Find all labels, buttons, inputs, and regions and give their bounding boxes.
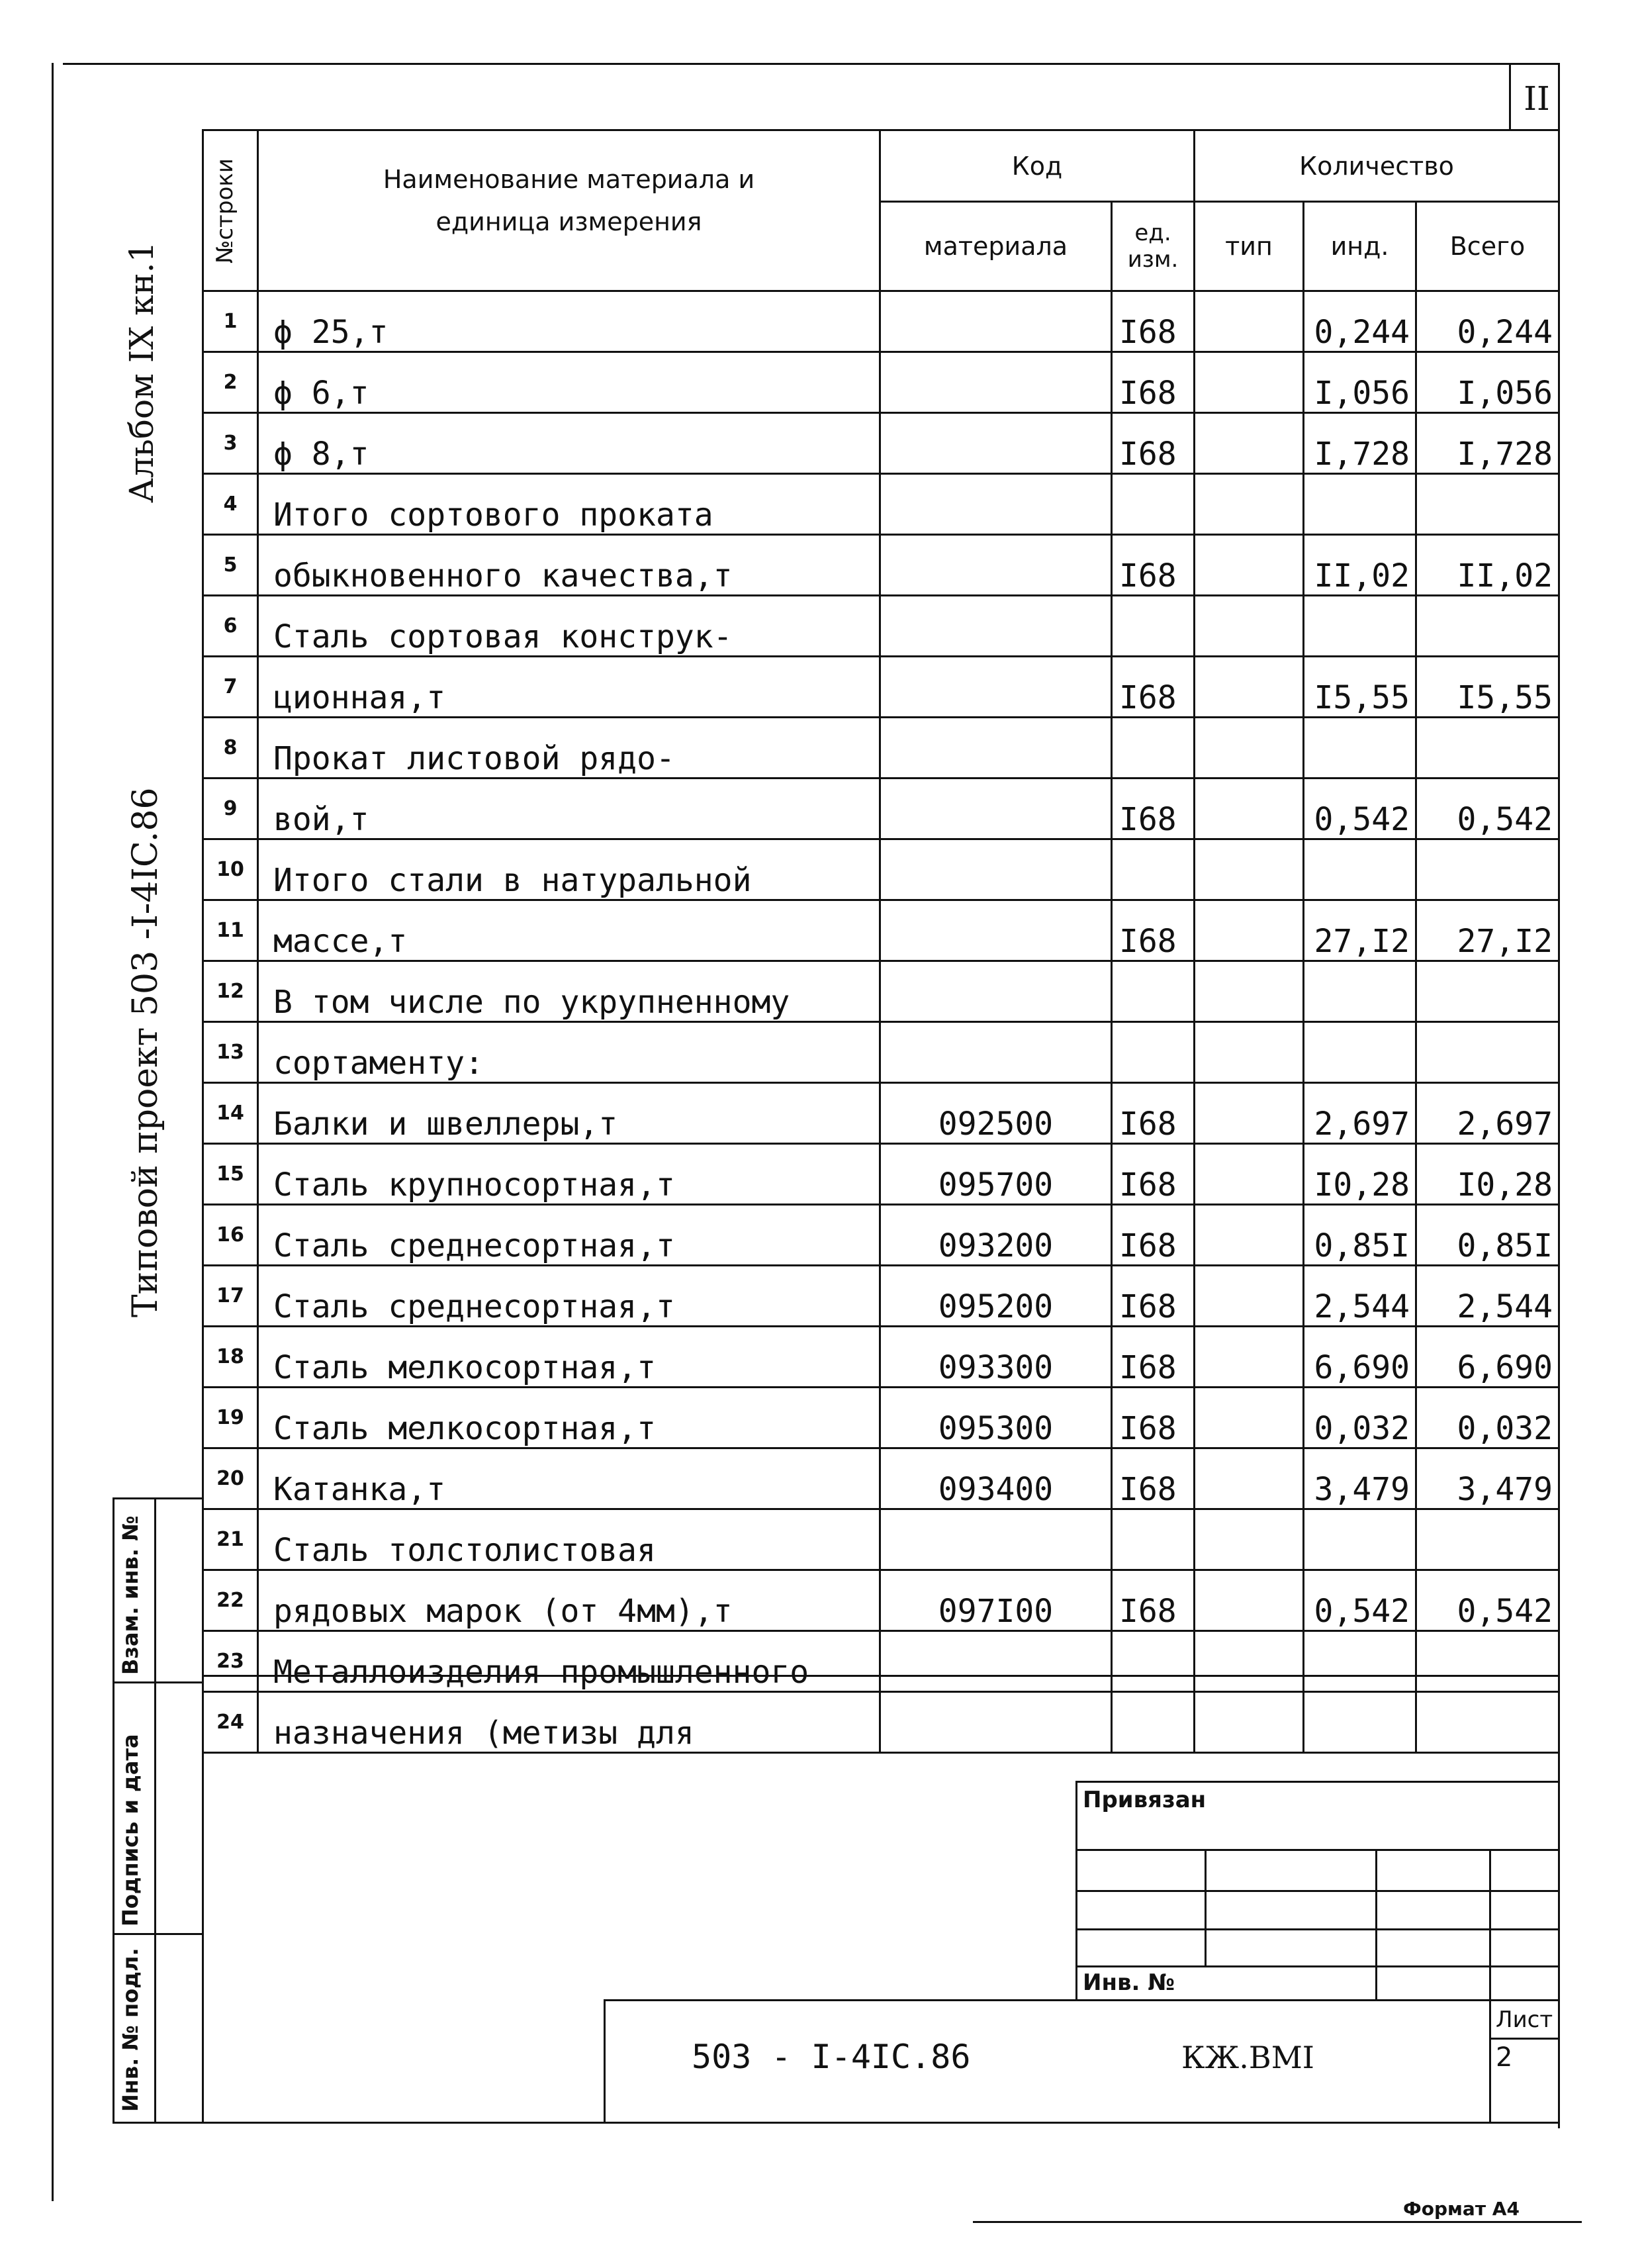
material-name: ϕ 6,т: [258, 352, 880, 413]
unit-code: I68: [1112, 291, 1195, 352]
row-number: 24: [203, 1692, 258, 1753]
row-number: 11: [203, 900, 258, 961]
qty-ind: 2,697: [1304, 1083, 1416, 1144]
row-number: 19: [203, 1388, 258, 1448]
material-code: [880, 413, 1112, 474]
qty-tip: [1195, 291, 1304, 352]
material-name: Сталь крупносортная,т: [258, 1144, 880, 1205]
table-row: [203, 291, 1559, 352]
table-row: [203, 1509, 1559, 1570]
qty-ind: 3,479: [1304, 1448, 1416, 1509]
qty-total: [1416, 596, 1559, 657]
header-unit: ед. изм.: [1112, 202, 1195, 291]
material-code: [880, 474, 1112, 535]
table-row: [203, 474, 1559, 535]
row-number: 16: [203, 1205, 258, 1266]
material-code: [880, 961, 1112, 1022]
material-code: [880, 900, 1112, 961]
unit-code: [1112, 1022, 1195, 1083]
table-row: [203, 1022, 1559, 1083]
header-material: материала: [880, 202, 1112, 291]
qty-tip: [1195, 657, 1304, 718]
list-box-mid: [1489, 2038, 1560, 2040]
inv-podl-label: Инв. № подл.: [118, 1948, 143, 2112]
qty-total: [1416, 1022, 1559, 1083]
unit-code: [1112, 596, 1195, 657]
qty-ind: 0,032: [1304, 1388, 1416, 1448]
unit-code: I68: [1112, 779, 1195, 839]
row-number: 1: [203, 291, 258, 352]
qty-ind: [1304, 1631, 1416, 1692]
unit-code: [1112, 1509, 1195, 1570]
table-row: [203, 1388, 1559, 1448]
row-number: 4: [203, 474, 258, 535]
material-name: ционная,т: [258, 657, 880, 718]
material-name: Сталь среднесортная,т: [258, 1205, 880, 1266]
qty-total: I5,55: [1416, 657, 1559, 718]
qty-total: 0,542: [1416, 779, 1559, 839]
format-label: Формат А4: [1403, 2198, 1520, 2220]
material-code: [880, 718, 1112, 779]
row-number: 12: [203, 961, 258, 1022]
frame-left-line: [52, 63, 54, 2201]
stamp-col-mid: [154, 1497, 156, 2122]
qty-total: I,728: [1416, 413, 1559, 474]
qty-ind: [1304, 596, 1416, 657]
privyazan-line-3: [1077, 1928, 1560, 1930]
unit-code: [1112, 1692, 1195, 1753]
header-row-no: [203, 130, 258, 291]
table-row: [203, 352, 1559, 413]
header-ind: инд.: [1304, 202, 1416, 291]
qty-tip: [1195, 535, 1304, 596]
qty-total: I0,28: [1416, 1144, 1559, 1205]
row-number: 8: [203, 718, 258, 779]
row-number: 6: [203, 596, 258, 657]
material-name: Металлоизделия промышленного: [258, 1631, 880, 1692]
material-code: 095300: [880, 1388, 1112, 1448]
qty-total: 2,697: [1416, 1083, 1559, 1144]
qty-ind: 6,690: [1304, 1327, 1416, 1388]
qty-ind: [1304, 1692, 1416, 1753]
qty-ind: I,728: [1304, 413, 1416, 474]
material-name: Итого сортового проката: [258, 474, 880, 535]
row-number: 3: [203, 413, 258, 474]
unit-code: I68: [1112, 1266, 1195, 1327]
material-name: В том числе по укрупненному: [258, 961, 880, 1022]
material-code: [880, 1509, 1112, 1570]
material-name: вой,т: [258, 779, 880, 839]
qty-total: [1416, 1509, 1559, 1570]
qty-tip: [1195, 413, 1304, 474]
qty-ind: I5,55: [1304, 657, 1416, 718]
qty-total: 27,I2: [1416, 900, 1559, 961]
material-code: 093400: [880, 1448, 1112, 1509]
qty-total: [1416, 1631, 1559, 1692]
header-kolichestvo: Количество: [1195, 130, 1559, 202]
material-name: Итого стали в натуральной: [258, 839, 880, 900]
material-name: Сталь мелкосортная,т: [258, 1388, 880, 1448]
table-row: [203, 1570, 1559, 1631]
qty-total: [1416, 718, 1559, 779]
qty-ind: I,056: [1304, 352, 1416, 413]
corner-box-left: [1509, 63, 1511, 129]
table-row: [203, 1327, 1559, 1388]
qty-tip: [1195, 1327, 1304, 1388]
table-row: [203, 1144, 1559, 1205]
table-row: [203, 839, 1559, 900]
qty-total: II,02: [1416, 535, 1559, 596]
doc-mark: КЖ.ВМI: [1181, 2040, 1314, 2075]
privyazan-line-4: [1077, 1965, 1560, 1967]
material-name: Прокат листовой рядо-: [258, 718, 880, 779]
table-row: [203, 961, 1559, 1022]
qty-tip: [1195, 900, 1304, 961]
qty-total: 0,244: [1416, 291, 1559, 352]
material-name: рядовых марок (от 4мм),т: [258, 1570, 880, 1631]
qty-tip: [1195, 1388, 1304, 1448]
material-name: Катанка,т: [258, 1448, 880, 1509]
header-row-no-text: №строки: [212, 158, 238, 263]
qty-ind: 0,244: [1304, 291, 1416, 352]
qty-tip: [1195, 352, 1304, 413]
material-code: 092500: [880, 1083, 1112, 1144]
header-kod: Код: [880, 130, 1195, 202]
format-underline: [973, 2221, 1582, 2223]
qty-total: 0,032: [1416, 1388, 1559, 1448]
qty-ind: [1304, 1509, 1416, 1570]
table-row: [203, 657, 1559, 718]
qty-ind: [1304, 839, 1416, 900]
sheet-corner-number: II: [1524, 79, 1550, 118]
material-name: обыкновенного качества,т: [258, 535, 880, 596]
stamp-div-1: [113, 1681, 202, 1683]
table-row: [203, 900, 1559, 961]
table-row: [203, 535, 1559, 596]
stamp-top: [113, 1497, 202, 1499]
qty-ind: 2,544: [1304, 1266, 1416, 1327]
unit-code: [1112, 474, 1195, 535]
unit-code: I68: [1112, 657, 1195, 718]
unit-code: I68: [1112, 1570, 1195, 1631]
qty-tip: [1195, 596, 1304, 657]
list-label: Лист: [1496, 2007, 1553, 2033]
material-name: массе,т: [258, 900, 880, 961]
qty-tip: [1195, 1631, 1304, 1692]
qty-tip: [1195, 1083, 1304, 1144]
row-number: 13: [203, 1022, 258, 1083]
album-label: Альбом IX кн.1: [122, 241, 161, 503]
qty-total: [1416, 1692, 1559, 1753]
material-code: [880, 657, 1112, 718]
qty-ind: 0,542: [1304, 779, 1416, 839]
row-number: 5: [203, 535, 258, 596]
unit-code: [1112, 961, 1195, 1022]
qty-total: 0,85I: [1416, 1205, 1559, 1266]
privyazan-line-2: [1077, 1890, 1560, 1892]
material-name: назначения (метизы для: [258, 1692, 880, 1753]
unit-code: I68: [1112, 1448, 1195, 1509]
table-row: [203, 1448, 1559, 1509]
inv-no-label: Инв. №: [1083, 1969, 1175, 1996]
qty-tip: [1195, 1692, 1304, 1753]
material-code: [880, 352, 1112, 413]
material-name: Сталь мелкосортная,т: [258, 1327, 880, 1388]
unit-code: I68: [1112, 1205, 1195, 1266]
privyazan-line-1: [1077, 1849, 1560, 1851]
unit-code: I68: [1112, 1388, 1195, 1448]
materials-table: [202, 129, 1560, 1754]
material-code: [880, 1022, 1112, 1083]
qty-ind: [1304, 961, 1416, 1022]
material-code: 095700: [880, 1144, 1112, 1205]
qty-tip: [1195, 718, 1304, 779]
row-number: 17: [203, 1266, 258, 1327]
unit-code: I68: [1112, 352, 1195, 413]
qty-tip: [1195, 474, 1304, 535]
material-name: сортаменту:: [258, 1022, 880, 1083]
table-bottom-line: [202, 1675, 1558, 1677]
material-name: Балки и швеллеры,т: [258, 1083, 880, 1144]
table-row: [203, 596, 1559, 657]
qty-total: 0,542: [1416, 1570, 1559, 1631]
row-number: 7: [203, 657, 258, 718]
row-number: 10: [203, 839, 258, 900]
list-box-left: [1489, 2001, 1491, 2124]
list-number: 2: [1496, 2042, 1513, 2073]
material-code: 093300: [880, 1327, 1112, 1388]
table-row: [203, 1083, 1559, 1144]
header-vsego: Всего: [1416, 202, 1559, 291]
doc-code: 503 - I-4IC.86: [692, 2038, 971, 2076]
frame-top-line: [63, 63, 1560, 65]
row-number: 23: [203, 1631, 258, 1692]
row-number: 15: [203, 1144, 258, 1205]
title-block: [604, 1999, 1558, 2122]
qty-ind: 27,I2: [1304, 900, 1416, 961]
material-name: ϕ 8,т: [258, 413, 880, 474]
material-code: 097I00: [880, 1570, 1112, 1631]
material-code: [880, 596, 1112, 657]
privyazan-vline-3: [1489, 1849, 1491, 2001]
unit-code: I68: [1112, 900, 1195, 961]
qty-total: [1416, 839, 1559, 900]
unit-code: I68: [1112, 413, 1195, 474]
material-code: [880, 779, 1112, 839]
header-name: Наименование материала и единица измерения: [258, 130, 880, 291]
unit-code: [1112, 839, 1195, 900]
material-name: ϕ 25,т: [258, 291, 880, 352]
table-row: [203, 1692, 1559, 1753]
unit-code: I68: [1112, 1327, 1195, 1388]
frame-bottom-line: [113, 2122, 1560, 2124]
table-row: [203, 1631, 1559, 1692]
qty-tip: [1195, 779, 1304, 839]
stamp-div-2: [113, 1933, 202, 1935]
table-row: [203, 779, 1559, 839]
row-number: 18: [203, 1327, 258, 1388]
table-row: [203, 718, 1559, 779]
material-name: Сталь среднесортная,т: [258, 1266, 880, 1327]
qty-ind: 0,85I: [1304, 1205, 1416, 1266]
table-row: [203, 1205, 1559, 1266]
row-number: 14: [203, 1083, 258, 1144]
qty-tip: [1195, 1509, 1304, 1570]
qty-tip: [1195, 1448, 1304, 1509]
table-row: [203, 413, 1559, 474]
material-code: [880, 291, 1112, 352]
qty-total: 2,544: [1416, 1266, 1559, 1327]
material-code: [880, 535, 1112, 596]
material-name: Сталь сортовая конструк-: [258, 596, 880, 657]
qty-tip: [1195, 1022, 1304, 1083]
qty-ind: [1304, 474, 1416, 535]
qty-ind: II,02: [1304, 535, 1416, 596]
row-number: 22: [203, 1570, 258, 1631]
row-number: 2: [203, 352, 258, 413]
qty-tip: [1195, 1144, 1304, 1205]
podpis-data-label: Подпись и дата: [118, 1734, 143, 1926]
qty-total: I,056: [1416, 352, 1559, 413]
row-number: 20: [203, 1448, 258, 1509]
unit-code: I68: [1112, 1144, 1195, 1205]
unit-code: [1112, 1631, 1195, 1692]
unit-code: I68: [1112, 1083, 1195, 1144]
material-code: [880, 1631, 1112, 1692]
material-code: [880, 1692, 1112, 1753]
unit-code: I68: [1112, 535, 1195, 596]
qty-tip: [1195, 961, 1304, 1022]
qty-tip: [1195, 1570, 1304, 1631]
qty-ind: [1304, 1022, 1416, 1083]
qty-total: 3,479: [1416, 1448, 1559, 1509]
material-name: Сталь толстолистовая: [258, 1509, 880, 1570]
material-code: [880, 839, 1112, 900]
qty-total: 6,690: [1416, 1327, 1559, 1388]
unit-code: [1112, 718, 1195, 779]
row-number: 21: [203, 1509, 258, 1570]
qty-total: [1416, 474, 1559, 535]
privyazan-label: Привязан: [1083, 1787, 1207, 1813]
project-label: Типовой проект 503 -I-4IC.86: [126, 787, 165, 1317]
material-code: 095200: [880, 1266, 1112, 1327]
qty-total: [1416, 961, 1559, 1022]
qty-tip: [1195, 1266, 1304, 1327]
table-row: [203, 1266, 1559, 1327]
material-code: 093200: [880, 1205, 1112, 1266]
stamp-col-left: [113, 1497, 114, 2122]
row-number: 9: [203, 779, 258, 839]
qty-tip: [1195, 839, 1304, 900]
privyazan-vline-2: [1375, 1849, 1377, 2001]
vzam-inv-label: Взам. инв. №: [118, 1515, 143, 1675]
qty-ind: [1304, 718, 1416, 779]
qty-ind: I0,28: [1304, 1144, 1416, 1205]
privyazan-vline-1: [1205, 1849, 1207, 1965]
qty-ind: 0,542: [1304, 1570, 1416, 1631]
header-tip: тип: [1195, 202, 1304, 291]
privyazan-stamp: [1075, 1781, 1558, 1999]
qty-tip: [1195, 1205, 1304, 1266]
